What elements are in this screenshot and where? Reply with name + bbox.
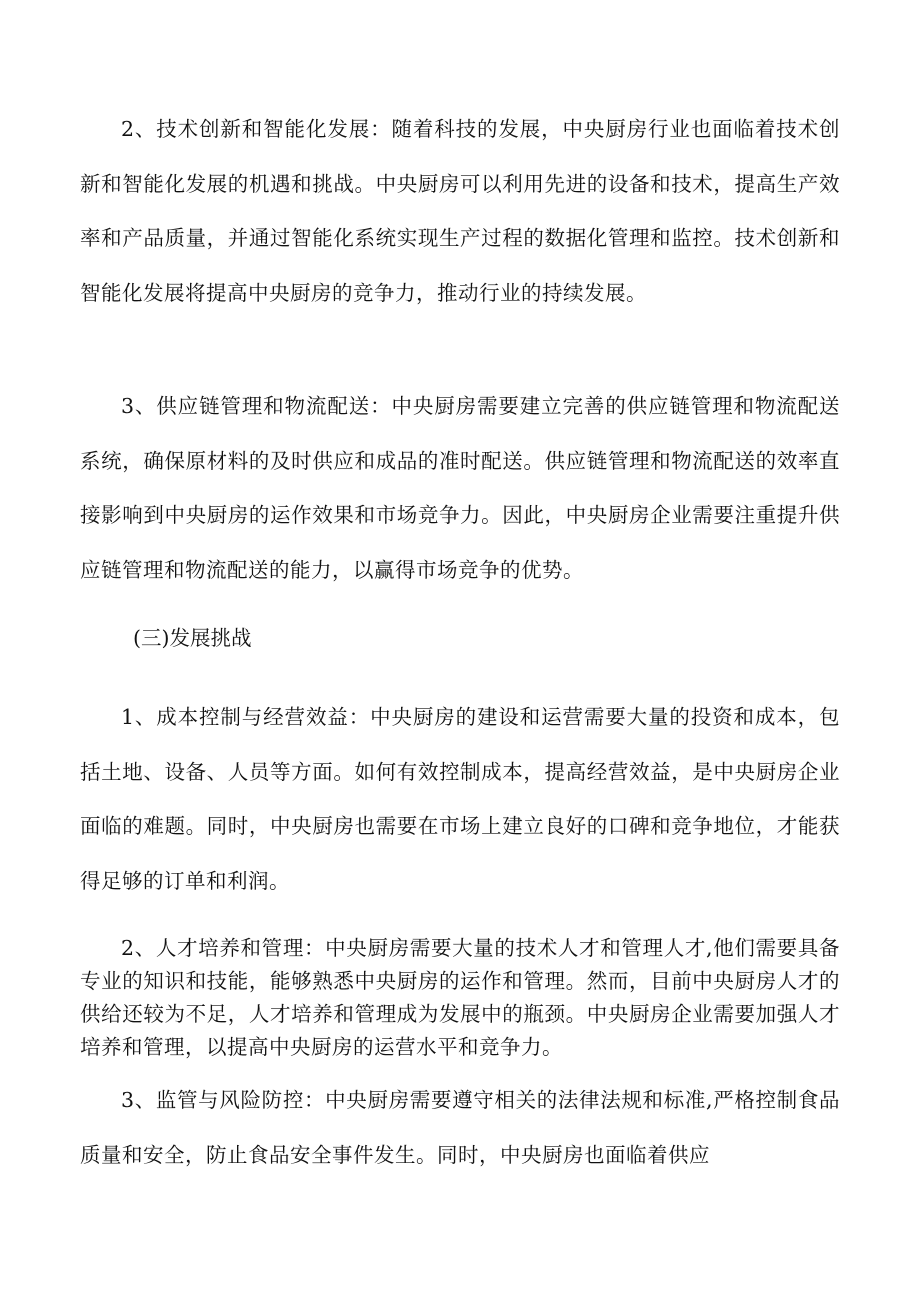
- paragraph-tech-innovation: 2、技术创新和智能化发展：随着科技的发展，中央厨房行业也面临着技术创新和智能化发展的机遇和挑战。中央厨房可以利用先进的设备和技术，提高生产效率和产品质量，并通过智能化系统实现生产过程的数据化管理和监控。技术创新和智能化发展将提高中央厨房的竞争力，推动行业的持续发展。: [80, 117, 840, 305]
- section-heading: (三)发展挑战: [133, 626, 252, 650]
- paragraph-talent-management: 2、人才培养和管理：中央厨房需要大量的技术人才和管理人才,他们需要具备专业的知识和技能，能够熟悉中央厨房的运作和管理。然而，目前中央厨房人才的供给还较为不足，人才培养和管理成为发展中的瓶颈。中央厨房企业需要加强人才培养和管理，以提高中央厨房的运营水平和竞争力。: [80, 936, 840, 1059]
- paragraph-regulation-risk: 3、监管与风险防控：中央厨房需要遵守相关的法律法规和标准,严格控制食品质量和安全，防止食品安全事件发生。同时，中央厨房也面临着供应: [80, 1088, 840, 1167]
- paragraph-supply-chain: 3、供应链管理和物流配送：中央厨房需要建立完善的供应链管理和物流配送系统，确保原材料的及时供应和成品的准时配送。供应链管理和物流配送的效率直接影响到中央厨房的运作效果和市场竞争力。因此，中央厨房企业需要注重提升供应链管理和物流配送的能力，以赢得市场竞争的优势。: [80, 394, 840, 582]
- paragraph-cost-control: 1、成本控制与经营效益：中央厨房的建设和运营需要大量的投资和成本，包括土地、设备、人员等方面。如何有效控制成本，提高经营效益，是中央厨房企业面临的难题。同时，中央厨房也需要在市场上建立良好的口碑和竞争地位，才能获得足够的订单和利润。: [80, 705, 840, 893]
